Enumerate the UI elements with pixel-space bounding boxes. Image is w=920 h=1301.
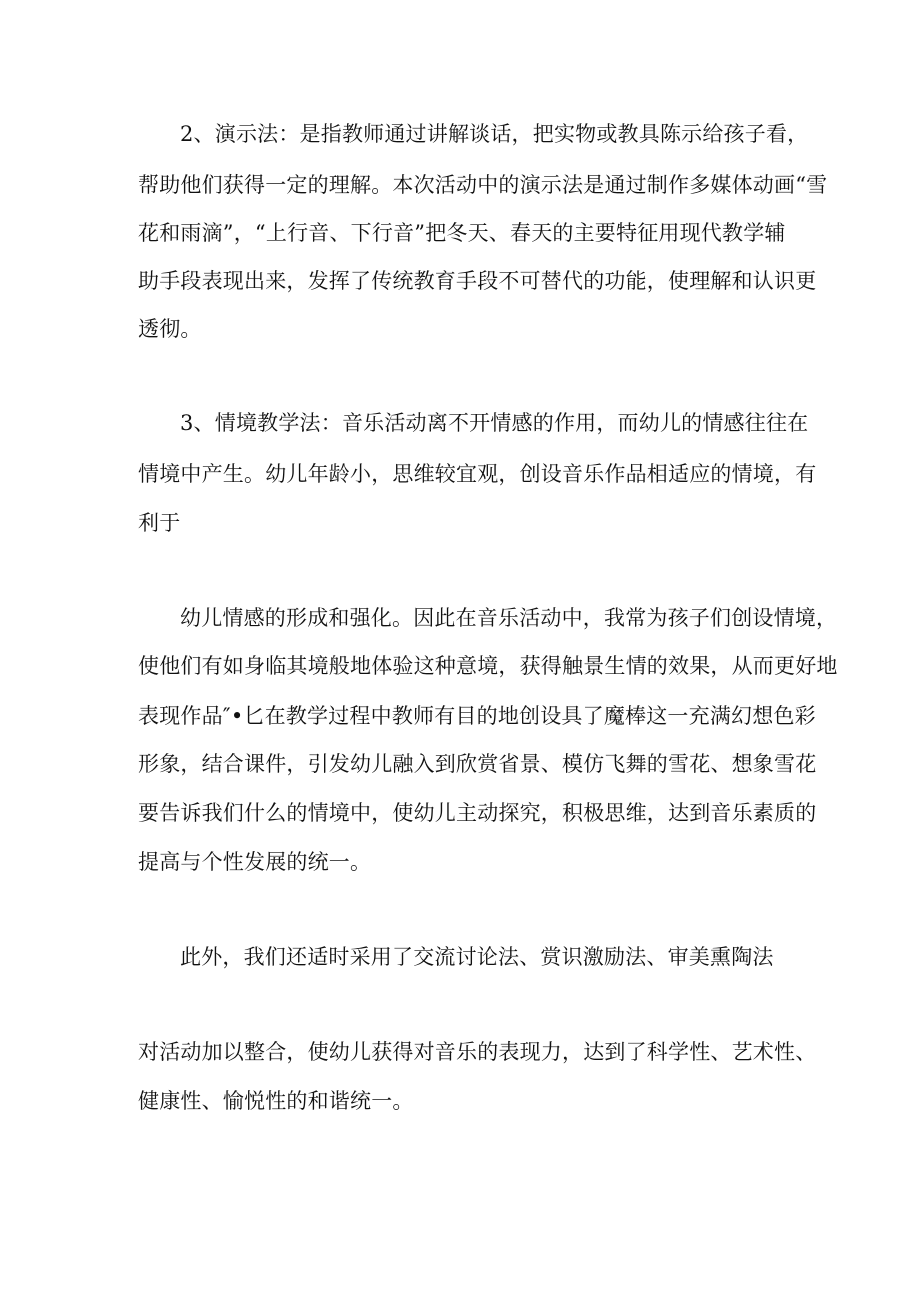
paragraph-line: 帮助他们获得一定的理解。本次活动中的演示法是通过制作多媒体动画“雪 xyxy=(138,173,828,197)
paragraph-line: 2、演示法：是指教师通过讲解谈话，把实物或教具陈示给孩子看， xyxy=(180,122,809,146)
paragraph-line: 此外，我们还适时采用了交流讨论法、赏识激励法、审美熏陶法 xyxy=(180,945,774,969)
paragraph-line: 要告诉我们什么的情境中，使幼儿主动探究，积极思维，达到音乐素质的 xyxy=(138,801,817,825)
paragraph-line: 透彻。 xyxy=(138,317,202,341)
paragraph-line: 健康性、愉悦性的和谐统一。 xyxy=(138,1089,414,1113)
paragraph-line: 表现作品″•匕在教学过程中教师有目的地创设具了魔棒这一充满幻想色彩 xyxy=(138,704,816,728)
paragraph-line: 花和雨滴”，“上行音、下行音”把冬天、春天的主要特征用现代教学辅 xyxy=(138,221,786,245)
paragraph-line: 使他们有如身临其境般地体验这种意境，获得触景生情的效果，从而更好地 xyxy=(138,654,838,678)
paragraph-line: 提高与个性发展的统一。 xyxy=(138,850,372,874)
paragraph-line: 形象，结合课件，引发幼儿融入到欣赏省景、模仿飞舞的雪花、想象雪花 xyxy=(138,752,817,776)
paragraph-line: 3、情境教学法：音乐活动离不开情感的作用，而幼儿的情感往往在 xyxy=(180,411,809,435)
paragraph-line: 助手段表现出来，发挥了传统教育手段不可替代的功能，使理解和认识更 xyxy=(138,269,817,293)
paragraph-line: 利于 xyxy=(138,511,181,535)
paragraph-line: 对活动加以整合，使幼儿获得对音乐的表现力，达到了科学性、艺术性、 xyxy=(138,1040,817,1064)
paragraph-line: 情境中产生。幼儿年龄小，思维较宜观，创设音乐作品相适应的情境，有 xyxy=(138,462,817,486)
paragraph-line: 幼儿情感的形成和强化。因此在音乐活动中，我常为孩子们创设情境， xyxy=(180,606,838,630)
